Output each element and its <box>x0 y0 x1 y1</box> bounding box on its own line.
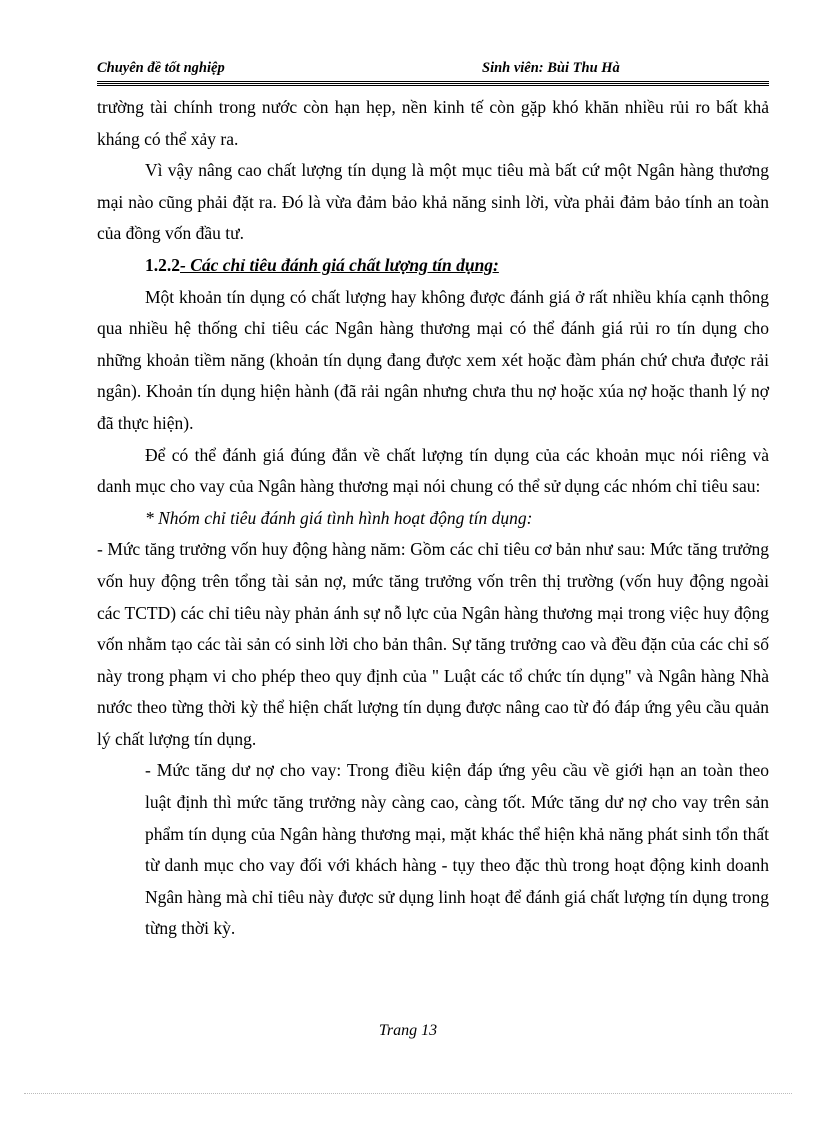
header-doc-title: Chuyên đề tốt nghiệp <box>97 60 225 76</box>
indicator-group-title: * Nhóm chỉ tiêu đánh giá tình hình hoạt động tín dụng: <box>145 507 533 528</box>
document-body <box>97 92 769 945</box>
page-bottom-border <box>24 1093 792 1094</box>
paragraph-continuation: trường tài chính trong nước còn hạn hẹp, nền kinh tế còn gặp khó khăn nhiều rủi ro bất khả kháng có thể xảy ra. <box>97 97 769 149</box>
header-divider <box>97 81 769 86</box>
paragraph-credit-quality-goal: Vì vậy nâng cao chất lượng tín dụng là một mục tiêu mà bất cứ một Ngân hàng thương mại nào cũng phải đặt ra. Đó là vừa đảm bảo khả năng sinh lời, vừa phải đảm bảo tính an toàn của đồng vốn đầu tư. <box>97 160 769 244</box>
section-heading <box>97 250 769 282</box>
paragraph-loan-growth-text: - Mức tăng dư nợ cho vay: Trong điều kiện đáp ứng yêu cầu về giới hạn an toàn theo luật định thì mức tăng trưởng này càng cao, càng tốt. Mức tăng dư nợ cho vay trên sản phẩm tín dụng của Ngân hàng thương mại, mặt khác thể hiện khả năng phát sinh tổn thất từ danh mục cho vay đối với khách hàng - tụy theo đặc thù trong hoạt động kinh doanh Ngân hàng mà chỉ tiêu này được sử dụng linh hoạt để đánh giá chất lượng tín dụng trong từng thời kỳ. <box>145 760 769 939</box>
paragraph-loan-growth <box>97 755 769 945</box>
section-number: 1.2.2 <box>145 254 180 275</box>
paragraph-capital-growth: - Mức tăng trưởng vốn huy động hàng năm: Gồm các chỉ tiêu cơ bản như sau: Mức tăng trưởng vốn huy động trên tổng tài sản nợ, mức tăng trưởng vốn trên thị trường (vốn huy động ngoài các TCTD) các chỉ tiêu này phản ánh sự nỗ lực của Ngân hàng thương mại trong việc huy động vốn nhằm tạo các tài sản có sinh lời cho bản thân. Sự tăng trưởng cao và đều đặn của các chỉ số này trong phạm vi cho phép theo quy định của " Luật các tổ chức tín dụng" và Ngân hàng Nhà nước theo từng thời kỳ thể hiện chất lượng tín dụng được nâng cao từ đó đáp ứng yêu cầu quản lý chất lượng tín dụng. <box>97 539 769 749</box>
section-title: - Các chỉ tiêu đánh giá chất lượng tín dụng: <box>180 254 499 275</box>
page-header <box>97 58 769 80</box>
header-student-name: Sinh viên: Bùi Thu Hà <box>482 60 620 76</box>
paragraph-indicator-groups: Để có thể đánh giá đúng đắn về chất lượng tín dụng của các khoản mục nói riêng và danh mục cho vay của Ngân hàng thương mại nói chung có thể sử dụng các nhóm chỉ tiêu sau: <box>97 444 769 497</box>
paragraph-credit-evaluation: Một khoản tín dụng có chất lượng hay không được đánh giá ở rất nhiều khía cạnh thông qua nhiều hệ thống chỉ tiêu các Ngân hàng thương mại có thể đánh giá rủi ro tín dụng cho những khoản tiềm năng (khoản tín dụng đang được xem xét hoặc đàm phán chứ chưa được rải ngân). Khoản tín dụng hiện hành (đã rải ngân nhưng chưa thu nợ hoặc xúa nợ hoặc thanh lý nợ đã thực hiện). <box>97 286 769 433</box>
page-number: Trang 13 <box>378 1022 438 1039</box>
